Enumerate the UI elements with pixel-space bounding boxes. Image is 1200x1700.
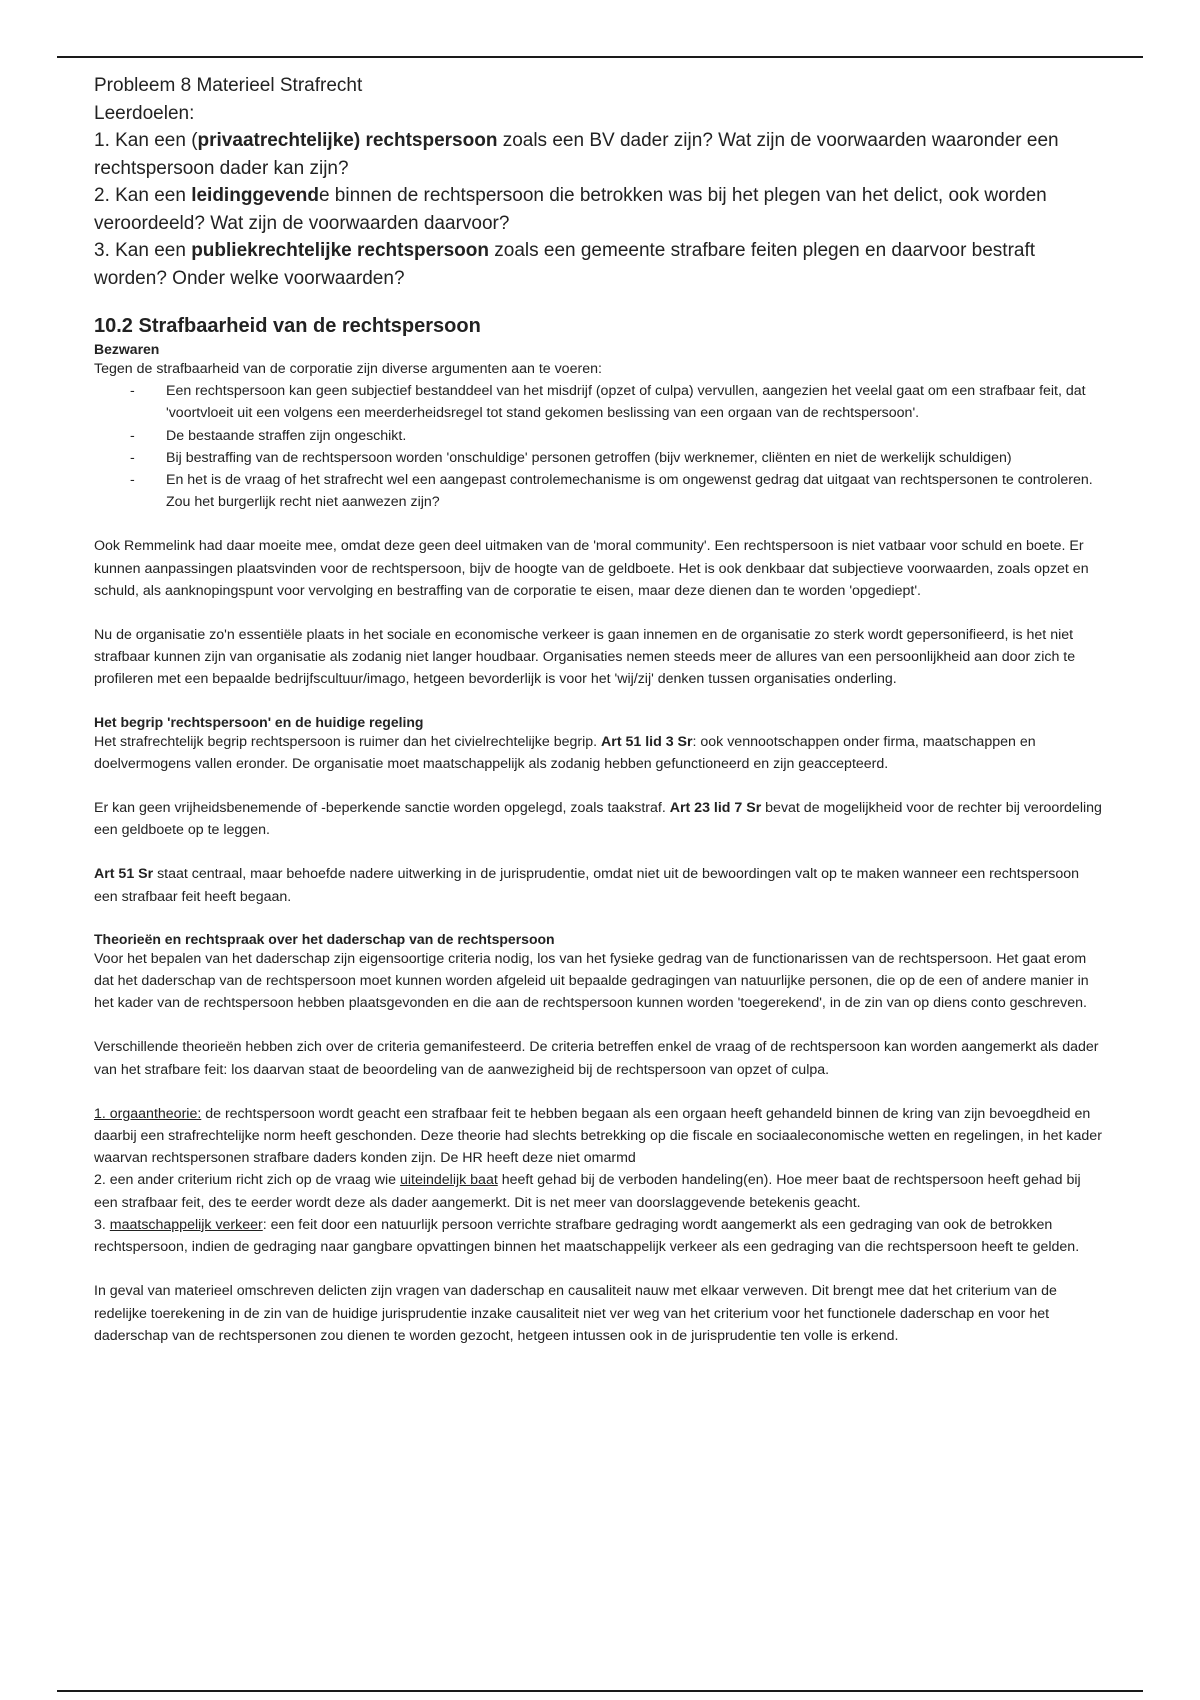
paragraph-begrip-2: Er kan geen vrijheidsbenemende of -beperkende sanctie worden opgelegd, zoals taakstraf. Art 23 lid 7 Sr bevat de mogelijkheid voor de rechter bij veroordeling een geldboete op te leggen. [94, 800, 1102, 839]
subheading-begrip: Het begrip 'rechtspersoon' en de huidige regeling [94, 713, 424, 730]
theory-item-1: 1. orgaantheorie: de rechtspersoon wordt geacht een strafbaar feit te hebben begaan als een orgaan heeft gehandeld binnen de kring van zijn bevoegdheid en daarbij een strafrechtelijke norm heeft geschonden. Deze theorie had slechts betrekking op die fiscale en sociaaleconomische wetten en regelingen, in het kader waarvan rechtspersonen strafbare daders konden zijn. De HR heeft deze niet omarmd [94, 1105, 1102, 1167]
top-rule [57, 56, 1143, 58]
document-title: Probleem 8 Materieel Strafrecht [94, 75, 363, 96]
paragraph-theorie-1: Voor het bepalen van het daderschap zijn eigensoortige criteria nodig, los van het fysieke gedrag van de functionarissen van de rechtspersoon. Het gaat erom dat het daderschap van de rechtspersoon moet kunnen worden afgeleid uit bepaalde gedragingen van natuurlijke personen, die op de een of andere manier in het kader van de rechtspersoon hebben plaatsgevonden en die aan de rechtspersoon kunnen worden 'toegerekend', in de zin van op diens conto geschreven. [94, 950, 1089, 1012]
paragraph-begrip-1: Het strafrechtelijk begrip rechtspersoon is ruimer dan het civielrechtelijke begrip. Art 51 lid 3 Sr: ook vennootschappen onder firma, maatschappen en doelvermogens vallen eronder. De organisatie moet maatschappelijk als zodanig hebben gefunctioneerd en zijn geaccepteerd. [94, 733, 1036, 772]
paragraph-remmelink: Ook Remmelink had daar moeite mee, omdat deze geen deel uitmaken van de 'moral community'. Een rechtspersoon is niet vatbaar voor schuld en boete. Er kunnen aanpassingen plaatsvinden voor de rechtspersoon, bijv de hoogte van de geldboete. Het is ook denkbaar dat subjectieve voorwaarden, zoals opzet en schuld, als aanknopingspunt voor vervolging en bestraffing van de corporatie te eisen, maar deze dienen dan te worden 'opgediept'. [94, 538, 1089, 599]
paragraph-organisatie: Nu de organisatie zo'n essentiële plaats in het sociale en economische verkeer is gaan innemen en de organisatie zo sterk wordt gepersonifieerd, is het niet strafbaar kunnen zijn van organisatie als zodanig niet langer houdbaar. Organisaties nemen steeds meer de allures van een persoonlijkheid aan door zich te profileren met een bepaalde bedrijfscultuur/imago, hetgeen bevorderlijk is voor het 'wij/zij' denken tussen organisaties onderling. [94, 627, 1076, 688]
learning-goal-2: 2. Kan een leidinggevende binnen de rechtspersoon die betrokken was bij het plegen van het delict, ook worden veroordeeld? Wat zijn de voorwaarden daarvoor? [94, 185, 1047, 234]
paragraph-theorie-3: In geval van materieel omschreven delicten zijn vragen van daderschap en causaliteit nauw met elkaar verweven. Dit brengt mee dat het criterium van de redelijke toerekening in de zin van de huidige jurisprudentie inzake causaliteit niet ver weg van het criterium voor het functionele daderschap en voor het daderschap van de rechtspersonen zou dienen te worden gezocht, hetgeen intussen ook in de jurisprudentie ten volle is erkend. [94, 1283, 1057, 1344]
list-item: - En het is de vraag of het strafrecht wel een aangepast controlemechanisme is om ongewenst gedrag dat uitgaat van rechtspersonen te controleren. Zou het burgerlijk recht niet aanwezen zijn? [94, 469, 1104, 513]
paragraph-begrip-3: Art 51 Sr staat centraal, maar behoefde nadere uitwerking in de jurisprudentie, omdat niet uit de bewoordingen valt op te maken wanneer een rechtspersoon een strafbaar feit heeft begaan. [94, 866, 1080, 905]
list-item: - Bij bestraffing van de rechtspersoon worden 'onschuldige' personen getroffen (bijv werknemer, cliënten en niet de werkelijk schuldigen) [94, 447, 1104, 469]
subheading-theorie: Theorieën en rechtspraak over het daderschap van de rechtspersoon [94, 930, 555, 947]
subheading-bezwaren: Bezwaren [94, 341, 160, 357]
leerdoelen-label: Leerdoelen: [94, 102, 195, 124]
learning-goal-1: 1. Kan een (privaatrechtelijke) rechtspersoon zoals een BV dader zijn? Wat zijn de voorwaarden waaronder een rechtspersoon dader kan zijn? [94, 130, 1059, 179]
bezwaren-list [94, 380, 1104, 513]
list-item: - Een rechtspersoon kan geen subjectief bestanddeel van het misdrijf (opzet of culpa) vervullen, aangezien het veelal gaat om een strafbaar feit, dat 'voortvloeit uit een volgens een meerderheidsregel tot stand gekomen beslissing van een orgaan van de rechtspersoon'. [94, 380, 1104, 424]
list-item: - De bestaande straffen zijn ongeschikt. [94, 425, 1104, 447]
theory-item-3: 3. maatschappelijk verkeer: een feit door een natuurlijk persoon verrichte strafbare gedraging wordt aangemerkt als een gedraging van ook de betrokken rechtspersoon, indien de gedraging naar gangbare opvattingen binnen het maatschappelijk verkeer als een gedraging van die rechtspersoon heeft te gelden. [94, 1216, 1080, 1256]
theory-item-2: 2. een ander criterium richt zich op de vraag wie uiteindelijk baat heeft gehad bij de verboden handeling(en). Hoe meer baat de rechtspersoon heeft gehad bij een strafbaar feit, des te eerder wordt deze als dader aangemerkt. Dit is net meer van doorslaggevende betekenis geacht. [94, 1172, 1081, 1211]
learning-goal-3: 3. Kan een publiekrechtelijke rechtspersoon zoals een gemeente strafbare feiten plegen en daarvoor bestraft worden? Onder welke voorwaarden? [94, 240, 1036, 289]
bezwaren-intro: Tegen de strafbaarheid van de corporatie zijn diverse argumenten aan te voeren: [94, 361, 602, 377]
document-page [94, 72, 1104, 1347]
section-heading: 10.2 Strafbaarheid van de rechtspersoon [94, 315, 481, 337]
paragraph-theorie-2: Verschillende theorieën hebben zich over de criteria gemanifesteerd. De criteria betreffen enkel de vraag of de rechtspersoon kan worden aangemerkt als dader van het strafbare feit: los daarvan staat de beoordeling van de aanwezigheid bij de rechtspersoon van opzet of culpa. [94, 1039, 1099, 1078]
bottom-rule [57, 1690, 1143, 1692]
